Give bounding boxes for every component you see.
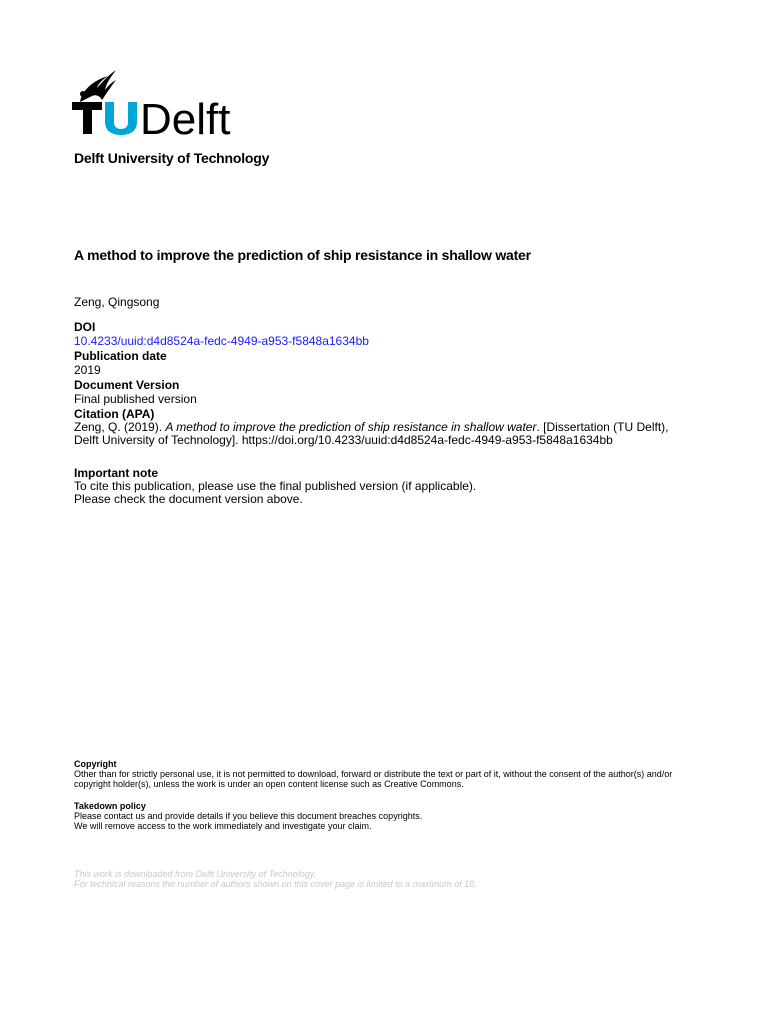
citation-label: Citation (APA) (74, 407, 155, 421)
logo-delft-text: Delft (140, 95, 231, 138)
metadata-section (74, 320, 694, 448)
citation-text (74, 421, 684, 447)
document-version-value: Final published version (74, 392, 197, 406)
flame-icon (80, 70, 116, 102)
important-note-line1: To cite this publication, please use the final published version (if applicable). (74, 479, 477, 493)
tu-delft-logo-graphic (72, 66, 258, 138)
footer-line1: This work is downloaded from Delft University of Technology. (74, 869, 317, 879)
logo-t (72, 102, 102, 134)
important-note-label: Important note (74, 466, 158, 480)
citation-suffix: . [Dissertation (TU Delft), Delft University of Technology]. https://doi.org/10.4233/uuid:d4d8524a-fedc-4949-a953-f5848a1634bb (74, 420, 669, 447)
copyright-label: Copyright (74, 759, 117, 769)
institution-name: Delft University of Technology (74, 150, 270, 166)
takedown-line2: We will remove access to the work immediately and investigate your claim. (74, 821, 372, 831)
doi-link[interactable]: 10.4233/uuid:d4d8524a-fedc-4949-a953-f5848a1634bb (74, 334, 369, 348)
logo-u (105, 102, 137, 135)
publication-date-label: Publication date (74, 349, 167, 363)
important-note-line2: Please check the document version above. (74, 492, 303, 506)
tu-delft-logo (72, 66, 258, 138)
citation-title: A method to improve the prediction of ship resistance in shallow water (165, 420, 537, 434)
copyright-text: Other than for strictly personal use, it is not permitted to download, forward or distribute the text or part of it, without the consent of the author(s) and/or copyright holder(s), unless the work is under an open content license such as Creative Commons. (74, 769, 673, 789)
takedown-label: Takedown policy (74, 801, 146, 811)
citation-prefix: Zeng, Q. (2019). (74, 420, 166, 434)
footer-line2: For technical reasons the number of authors shown on this cover page is limited to a maximum of 10. (74, 879, 477, 889)
legal-section (74, 759, 694, 831)
important-note-section (74, 467, 694, 506)
document-version-label: Document Version (74, 378, 180, 392)
publication-date-value: 2019 (74, 363, 101, 377)
doi-label: DOI (74, 320, 96, 334)
document-title: A method to improve the prediction of ship resistance in shallow water (74, 247, 531, 263)
takedown-line1: Please contact us and provide details if you believe this document breaches copyrights. (74, 811, 423, 821)
document-author: Zeng, Qingsong (74, 295, 160, 309)
download-footer (74, 869, 477, 889)
